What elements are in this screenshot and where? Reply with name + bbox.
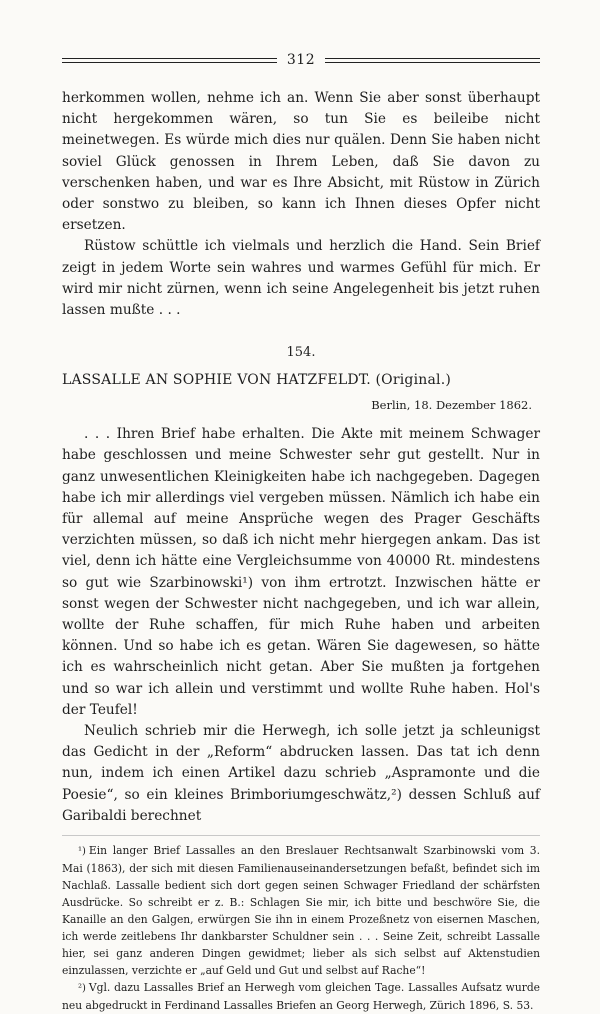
footnote-text: Ein langer Brief Lassalles an den Breslauer Rechtsanwalt Szarbinowski vom 3. Mai (1863), der sich mit diesen Familienauseinandersetzungen befaßt, befindet sich im Nachlaß. Lassalle bedient sich dort gegen seinen Schwager Friedland der schärfsten Ausdrücke. So schreibt er z. B.: Schlagen Sie mir, ich bitte und beschwöre Sie, die Kanaille an den Galgen, erwürgen Sie ihn in einem Prozeßnetz von eisernen Maschen, ich werde zeitlebens Ihr dankbarster Schuldner sein . . . Seine Zeit, schreibt Lassalle hier, sei ganz anderen Dingen gewidmet; lieber als sich selbst auf Aktenstudien einzulassen, verzichte er „auf Geld und Gut und selbst auf Rache“! (62, 844, 540, 978)
footnote-1 (62, 842, 540, 979)
footnote-mark: ¹) (78, 846, 86, 858)
footnote-text: Vgl. dazu Lassalles Brief an Herwegh vom gleichen Tage. Lassalles Aufsatz wurde neu abgedruckt in Ferdinand Lassalles Briefen an Georg Herwegh, Zürich 1896, S. 53. (62, 981, 540, 1013)
header-rule-left (62, 58, 277, 63)
letter-title: LASSALLE AN SOPHIE VON HATZFELDT. (Original.) (62, 372, 452, 389)
letter-body (62, 424, 540, 827)
paragraph: Neulich schrieb mir die Herwegh, ich solle jetzt ja schleunigst das Gedicht in der „Reform“ abdrucken lassen. Das tat ich denn nun, indem ich einen Artikel dazu schrieb „Aspramonte und die Poesie“, so ein kleines Brimboriumgeschwätz,²) dessen Schluß auf Garibaldi berechnet (62, 723, 540, 824)
page-number: 312 (286, 52, 316, 68)
header-rule-right (325, 58, 540, 63)
continued-letter-text (62, 88, 540, 321)
footnote-2 (62, 979, 540, 1014)
book-page (62, 48, 540, 1014)
paragraph: herkommen wollen, nehme ich an. Wenn Sie aber sonst überhaupt nicht hergekommen wären, so tun Sie es beileibe nicht meinetwegen. Es würde mich dies nur quälen. Denn Sie haben nicht soviel Glück genossen in Ihrem Leben, daß Sie davon zu verschenken haben, und war es Ihre Absicht, mit Rüstow in Zürich oder sonstwo zu bleiben, so kann ich Ihnen dieses Opfer nicht ersetzen. (62, 90, 540, 234)
paragraph: Rüstow schüttle ich vielmals und herzlich die Hand. Sein Brief zeigt in jedem Worte sein wahres und warmes Gefühl für mich. Er wird mir nicht zürnen, wenn ich seine Angelegenheit bis jetzt ruhen lassen mußte . . . (62, 238, 540, 319)
footnote-mark: ²) (78, 983, 86, 995)
footnotes (62, 835, 540, 1014)
letter-dateline: Berlin, 18. Dezember 1862. (371, 398, 532, 413)
letter-number: 154. (286, 345, 316, 361)
page-header (62, 48, 540, 72)
paragraph: . . . Ihren Brief habe erhalten. Die Akte mit meinem Schwager habe geschlossen und meine Schwester sehr gut gestellt. Nur in ganz unwesentlichen Kleinigkeiten habe ich nachgegeben. Dagegen habe ich mir allerdings viel vergeben müssen. Nämlich ich habe ein für allemal auf meine Ansprüche wegen des Prager Geschäfts verzichten müssen, so daß ich nicht mehr hiergegen ankam. Das ist viel, denn ich hätte eine Vergleichsumme von 40000 Rt. mindestens so gut wie Szarbinowski¹) von ihm ertrotzt. Inzwischen hätte er sonst wegen der Schwester nicht nachgegeben, und ich war allein, wollte der Ruhe schaffen, für mich Ruhe haben und arbeiten können. Und so habe ich es getan. Wären Sie dagewesen, so hätte ich es wahrscheinlich nicht getan. Aber Sie mußten ja fortgehen und so war ich allein und verstimmt und wollte Ruhe haben. Hol's der Teufel! (62, 426, 540, 718)
